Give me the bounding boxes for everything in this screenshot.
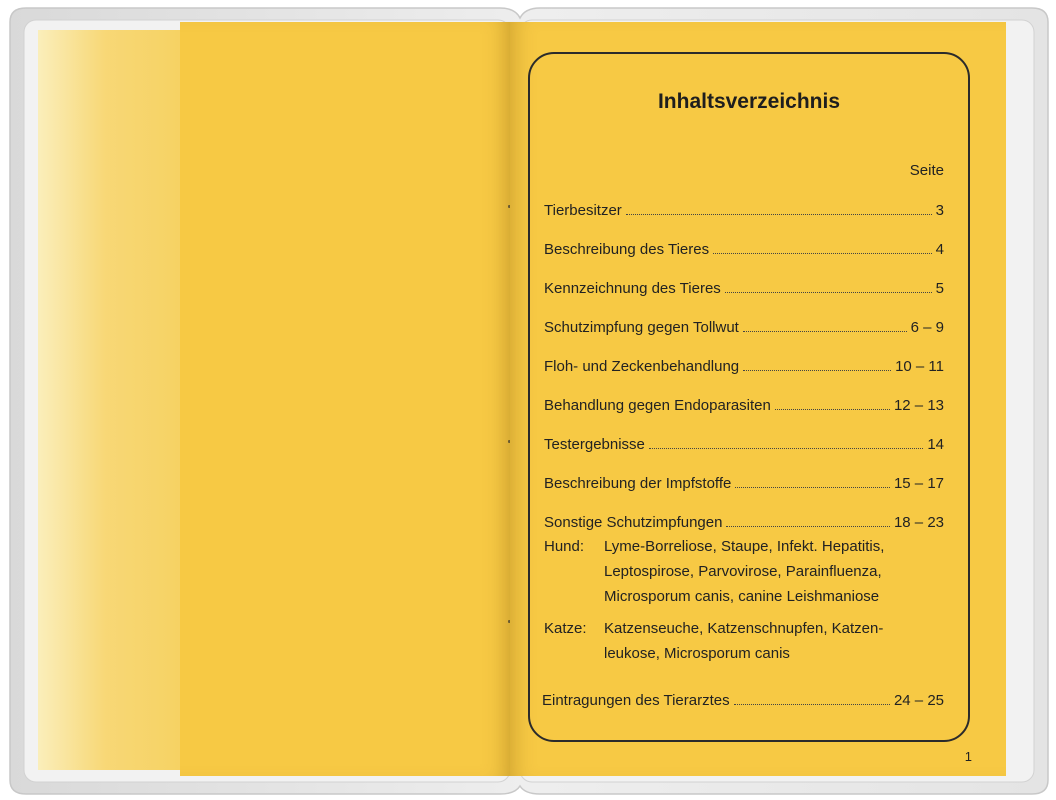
toc-entry	[544, 241, 944, 258]
dot-leader	[775, 408, 890, 410]
hund-vaccines	[544, 534, 948, 609]
toc-entry-pages: 5	[935, 280, 944, 297]
toc-entry	[544, 475, 944, 492]
dot-leader	[713, 252, 932, 254]
toc-entry-pages: 3	[935, 202, 944, 219]
left-page	[180, 22, 510, 776]
toc-entry	[544, 202, 944, 219]
toc-entry	[544, 358, 944, 375]
toc-entry-label: Behandlung gegen Endoparasiten	[544, 397, 771, 414]
toc-entry	[544, 436, 944, 453]
katze-line: leukose, Microsporum canis	[604, 645, 790, 662]
toc-entry-pages: 10 – 11	[895, 358, 944, 375]
dot-leader	[743, 369, 891, 371]
toc-entry-label: Beschreibung des Tieres	[544, 241, 710, 258]
toc-entry-label: Floh- und Zeckenbehandlung	[544, 358, 740, 375]
right-page	[510, 22, 1006, 776]
dot-leader	[649, 447, 923, 449]
dot-leader	[743, 330, 907, 332]
katze-vaccines	[544, 616, 948, 666]
toc-entry-pages: 24 – 25	[893, 692, 944, 709]
page-number: 1	[964, 749, 972, 764]
hund-line: Lyme-Borreliose, Staupe, Infekt. Hepatitis,	[604, 538, 885, 555]
toc-entry-pages: 6 – 9	[910, 319, 944, 336]
toc-entry-pages: 4	[935, 241, 944, 258]
toc-entry	[544, 397, 944, 414]
hund-line: Microsporum canis, canine Leishmaniose	[604, 588, 880, 605]
toc-entry-label: Tierbesitzer	[544, 202, 622, 219]
dot-leader	[735, 486, 890, 488]
toc-entry-label: Testergebnisse	[544, 436, 645, 453]
toc-entry-label: Eintragungen des Tierarztes	[542, 692, 730, 709]
toc-entry	[544, 319, 944, 336]
toc-entry	[542, 692, 944, 709]
dot-leader	[626, 213, 932, 215]
cover-flap	[38, 30, 188, 770]
toc-entry-label: Kennzeichnung des Tieres	[544, 280, 721, 297]
hund-label: Hund:	[544, 538, 585, 555]
katze-label: Katze:	[544, 620, 587, 637]
toc-title: Inhaltsverzeichnis	[657, 90, 841, 113]
toc-entry-pages: 14	[927, 436, 944, 453]
toc-entry-pages: 15 – 17	[893, 475, 944, 492]
toc-entry-pages: 18 – 23	[893, 514, 944, 531]
page-column-header: Seite	[909, 162, 944, 179]
dot-leader	[734, 703, 890, 705]
katze-line: Katzenseuche, Katzenschnupfen, Katzen-	[604, 620, 884, 637]
toc-entry-label: Beschreibung der Impfstoffe	[544, 475, 732, 492]
toc-entry-label: Schutzimpfung gegen Tollwut	[544, 319, 739, 336]
dot-leader	[726, 525, 890, 527]
toc-entry-pages: 12 – 13	[893, 397, 944, 414]
dot-leader	[725, 291, 932, 293]
toc-entry-label: Sonstige Schutzimpfungen	[544, 514, 723, 531]
toc-frame	[528, 52, 970, 742]
hund-line: Leptospirose, Parvovirose, Parainfluenza,	[604, 563, 882, 580]
toc-entry	[544, 280, 944, 297]
toc-entry	[544, 514, 944, 531]
